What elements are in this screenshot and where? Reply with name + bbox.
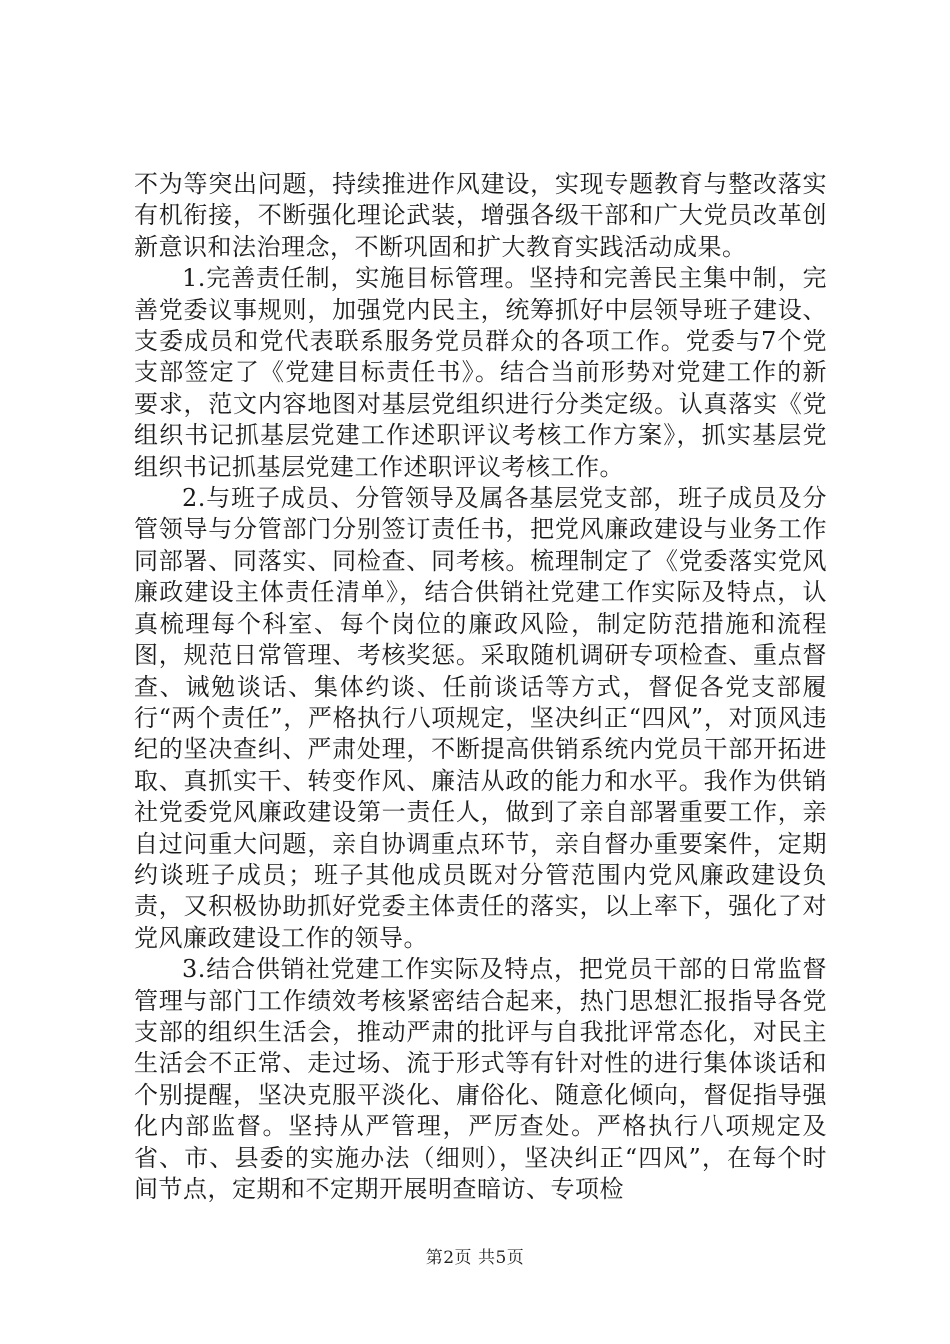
page-number-footer: 第2页 共5页 — [425, 1248, 525, 1268]
document-body — [134, 169, 827, 1205]
paragraph-continuation: 不为等突出问题，持续推进作风建设，实现专题教育与整改落实有机衔接，不断强化理论武装，增强各级干部和广大党员改革创新意识和法治理念，不断巩固和扩大教育实践活动成果。 — [134, 170, 827, 261]
paragraph-item-1: 1.完善责任制，实施目标管理。坚持和完善民主集中制，完善党委议事规则，加强党内民主，统筹抓好中层领导班子建设、支委成员和党代表联系服务党员群众的各项工作。党委与7个党支部签定了《党建目标责任书》。结合当前形势对党建工作的新要求，范文内容地图对基层党组织进行分类定级。认真落实《党组织书记抓基层党建工作述职评议考核工作方案》，抓实基层党组织书记抓基层党建工作述职评议考核工作。 — [134, 264, 827, 481]
paragraph-item-2: 2.与班子成员、分管领导及属各基层党支部，班子成员及分管领导与分管部门分别签订责任书，把党风廉政建设与业务工作同部署、同落实、同检查、同考核。梳理制定了《党委落实党风廉政建设主体责任清单》，结合供销社党建工作实际及特点，认真梳理每个科室、每个岗位的廉政风险，制定防范措施和流程图，规范日常管理、考核奖惩。采取随机调研专项检查、重点督查、诫勉谈话、集体约谈、任前谈话等方式，督促各党支部履行“两个责任”，严格执行八项规定，坚决纠正“四风”，对顶风违纪的坚决查纠、严肃处理，不断提高供销系统内党员干部开拓进取、真抓实干、转变作风、廉洁从政的能力和水平。我作为供销社党委党风廉政建设第一责任人，做到了亲自部署重要工作，亲自过问重大问题，亲自协调重点环节，亲自督办重要案件，定期约谈班子成员；班子其他成员既对分管范围内党风廉政建设负责，又积极协助抓好党委主体责任的落实，以上率下，强化了对党风廉政建设工作的领导。 — [134, 484, 827, 952]
paragraph-item-3: 3.结合供销社党建工作实际及特点，把党员干部的日常监督管理与部门工作绩效考核紧密结合起来，热门思想汇报指导各党支部的组织生活会，推动严肃的批评与自我批评常态化，对民主生活会不正常、走过场、流于形式等有针对性的进行集体谈话和个别提醒，坚决克服平淡化、庸俗化、随意化倾向，督促指导强化内部监督。坚持从严管理，严厉查处。严格执行八项规定及省、市、县委的实施办法（细则），坚决纠正“四风”，在每个时间节点，定期和不定期开展明查暗访、专项检 — [134, 955, 827, 1203]
